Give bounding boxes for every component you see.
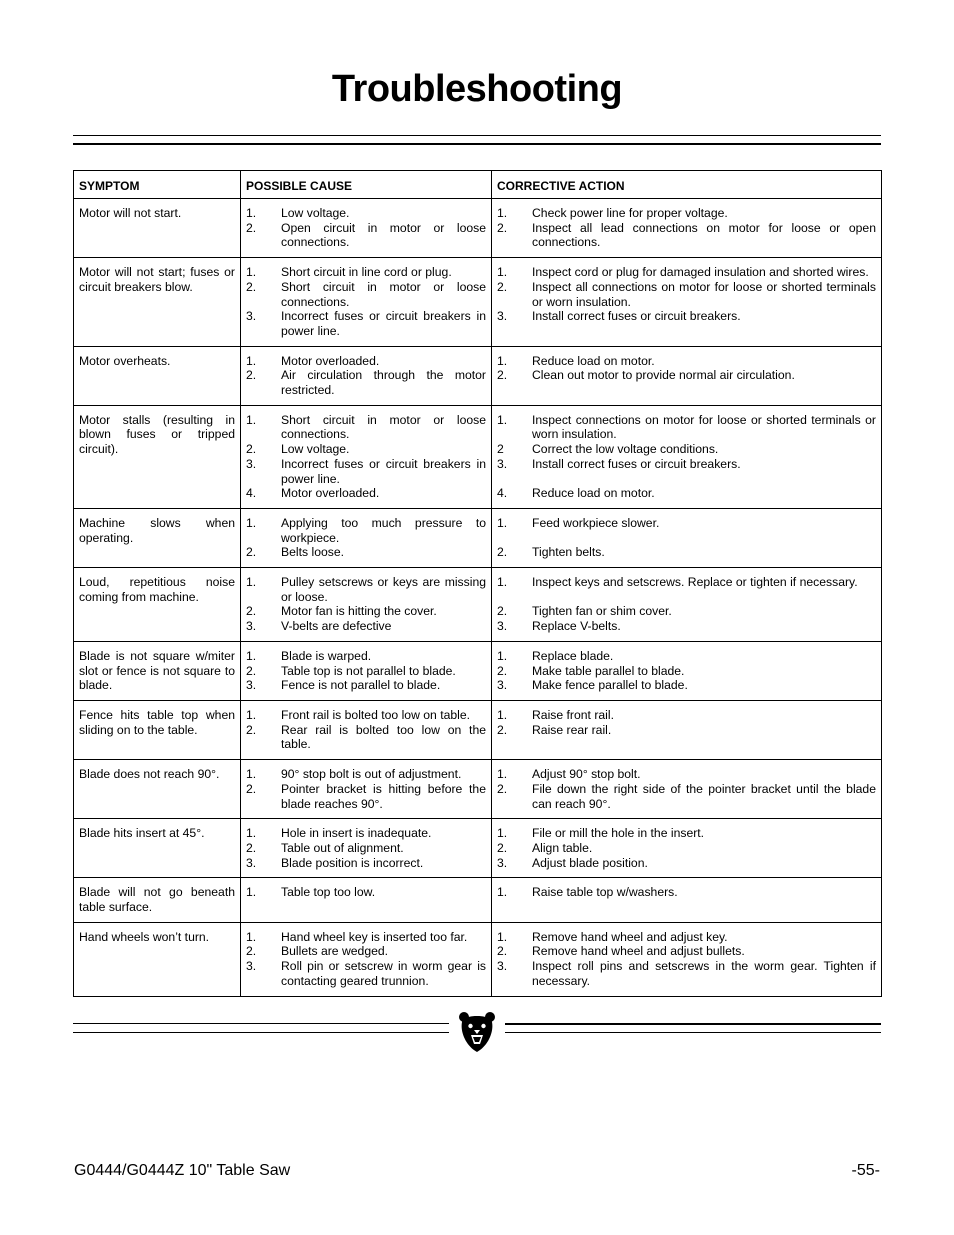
cause-item: [246, 930, 486, 945]
action-item: [497, 545, 876, 560]
item-text: Tighten belts.: [532, 545, 605, 560]
item-text: Inspect connections on motor for loose or shorted terminals or worn insulation.: [532, 412, 876, 442]
item-number: 3.: [246, 456, 257, 471]
item-number: 2.: [497, 944, 508, 959]
action-cell: [492, 258, 882, 347]
action-cell: [492, 346, 882, 405]
cause-item: [246, 575, 486, 604]
item-number: 1.: [497, 885, 508, 900]
action-item: [497, 221, 876, 250]
action-item: [497, 930, 876, 945]
cause-cell: [241, 258, 492, 347]
cause-list: [246, 516, 486, 560]
cause-list: [246, 413, 486, 501]
item-number: 2.: [497, 279, 508, 294]
item-text: V-belts are defective: [281, 619, 392, 634]
item-number: 1.: [246, 648, 257, 663]
cause-cell: [241, 641, 492, 700]
cause-list: [246, 575, 486, 634]
symptom-cell: Blade does not reach 90°.: [74, 760, 241, 819]
cause-item: [246, 649, 486, 664]
action-item: [497, 944, 876, 959]
item-number: 2.: [246, 442, 257, 457]
item-text: Blade position is incorrect.: [281, 855, 424, 870]
item-text: Clean out motor to provide normal air circulation.: [532, 368, 795, 383]
item-number: 2.: [246, 944, 257, 959]
item-number: 1.: [497, 515, 508, 530]
footer-rule-left-top: [73, 1023, 449, 1024]
cause-item: [246, 841, 486, 856]
item-text: Inspect keys and setscrews. Replace or tighten if necessary.: [532, 575, 858, 590]
header-corrective-action: CORRECTIVE ACTION: [492, 171, 882, 199]
item-text: Inspect roll pins and setscrews in the worm gear. Tighten if necessary.: [532, 959, 876, 988]
item-text: Short circuit in motor or loose connections.: [281, 279, 486, 309]
cause-list: [246, 265, 486, 339]
item-number: 1.: [246, 515, 257, 530]
item-number: 2.: [497, 220, 508, 235]
item-text: Align table.: [532, 840, 593, 855]
action-item: [497, 280, 876, 309]
item-number: 4.: [497, 486, 508, 501]
item-text: Make fence parallel to blade.: [532, 678, 688, 693]
item-text: Incorrect fuses or circuit breakers in power line.: [281, 309, 486, 338]
item-number: 1.: [246, 575, 257, 590]
cause-item: [246, 678, 486, 693]
item-text: Low voltage.: [281, 442, 350, 457]
cause-list: [246, 354, 486, 398]
item-number: 2.: [246, 279, 257, 294]
item-text: Replace blade.: [532, 648, 614, 663]
action-item: [497, 575, 876, 590]
cause-item: [246, 221, 486, 250]
item-text: Table out of alignment.: [281, 840, 404, 855]
item-number: 1.: [246, 707, 257, 722]
footer-model-title: G0444/G0444Z 10" Table Saw: [74, 1162, 291, 1179]
cause-list: [246, 885, 486, 900]
item-text: Motor overloaded.: [281, 353, 380, 368]
action-cell: [492, 819, 882, 878]
action-item: [497, 604, 876, 619]
item-number: 2.: [497, 545, 508, 560]
item-number: 1.: [497, 826, 508, 841]
action-cell: [492, 405, 882, 508]
item-text: Open circuit in motor or loose connections.: [281, 220, 486, 250]
item-number: 1.: [246, 265, 257, 280]
symptom-cell: Fence hits table top when sliding on to the table.: [74, 700, 241, 759]
item-text: Pointer bracket is hitting before the blade reaches 90°.: [281, 781, 486, 811]
action-item: [497, 309, 876, 324]
item-number: 2.: [246, 368, 257, 383]
item-text: Make table parallel to blade.: [532, 663, 685, 678]
cause-item: [246, 782, 486, 811]
item-text: Short circuit in motor or loose connections.: [281, 412, 486, 442]
item-text: Inspect all connections on motor for loose or shorted terminals or worn insulation.: [532, 279, 876, 309]
cause-cell: [241, 760, 492, 819]
item-number: 3.: [246, 959, 257, 974]
item-number: 3.: [246, 678, 257, 693]
action-cell: [492, 878, 882, 922]
footer-rule-right-top: [505, 1023, 881, 1025]
action-list: [497, 265, 876, 324]
cause-list: [246, 826, 486, 870]
table-row: [74, 199, 882, 258]
symptom-cell: Blade will not go beneath table surface.: [74, 878, 241, 922]
symptom-cell: Blade hits insert at 45°.: [74, 819, 241, 878]
item-text: Reduce load on motor.: [532, 486, 655, 501]
item-text: Low voltage.: [281, 206, 350, 220]
troubleshooting-table: [73, 170, 882, 997]
item-text: Remove hand wheel and adjust bullets.: [532, 944, 745, 959]
item-number: 2.: [246, 545, 257, 560]
item-number: 1.: [497, 707, 508, 722]
table-row: [74, 760, 882, 819]
symptom-cell: Loud, repetitious noise coming from machine.: [74, 568, 241, 642]
item-number: 1.: [246, 767, 257, 782]
cause-item: [246, 944, 486, 959]
item-number: 1.: [246, 353, 257, 368]
item-number: 3.: [246, 855, 257, 870]
action-item: [497, 767, 876, 782]
cause-item: [246, 723, 486, 752]
item-number: 1.: [246, 826, 257, 841]
footer-rule-left-bottom: [73, 1032, 449, 1033]
table-row: [74, 568, 882, 642]
table-row: [74, 700, 882, 759]
item-text: Tighten fan or shim cover.: [532, 604, 672, 619]
item-number: 2.: [246, 220, 257, 235]
item-text: Adjust 90° stop bolt.: [532, 767, 641, 782]
item-text: Inspect all lead connections on motor for loose or open connections.: [532, 220, 876, 250]
item-number: 1.: [497, 265, 508, 280]
item-text: Applying too much pressure to workpiece.: [281, 515, 486, 545]
item-number: 3.: [246, 619, 257, 634]
item-number: 1.: [497, 412, 508, 427]
item-text: Replace V-belts.: [532, 619, 621, 634]
title-rule-thin: [73, 135, 881, 136]
item-number: 1.: [246, 412, 257, 427]
cause-item: [246, 280, 486, 309]
table-row: [74, 819, 882, 878]
item-text: Motor fan is hitting the cover.: [281, 604, 437, 619]
title-rule-thick: [73, 143, 881, 145]
action-cell: [492, 700, 882, 759]
action-item: [497, 413, 876, 442]
item-number: 3.: [497, 855, 508, 870]
action-cell: [492, 760, 882, 819]
item-number: 2.: [246, 722, 257, 737]
cause-cell: [241, 568, 492, 642]
item-number: 3.: [497, 619, 508, 634]
cause-item: [246, 885, 486, 900]
action-item: [497, 619, 876, 634]
cause-cell: [241, 819, 492, 878]
symptom-cell: Motor will not start.: [74, 199, 241, 258]
item-number: 2.: [497, 840, 508, 855]
item-text: Reduce load on motor.: [532, 353, 655, 368]
symptom-cell: Motor will not start; fuses or circuit breakers blow.: [74, 258, 241, 347]
cause-item: [246, 619, 486, 634]
item-number: 2.: [497, 368, 508, 383]
item-number: 1.: [246, 929, 257, 944]
action-item: [497, 442, 876, 457]
cause-cell: [241, 199, 492, 258]
item-text: Motor overloaded.: [281, 486, 380, 501]
action-list: [497, 575, 876, 634]
item-number: 4.: [246, 486, 257, 501]
item-text: Hand wheel key is inserted too far.: [281, 929, 468, 944]
item-number: 1.: [497, 353, 508, 368]
cause-item: [246, 959, 486, 988]
header-symptom: SYMPTOM: [74, 171, 241, 199]
action-list: [497, 885, 876, 900]
table-row: [74, 641, 882, 700]
cause-item: [246, 516, 486, 545]
item-text: File or mill the hole in the insert.: [532, 826, 705, 841]
table-header-row: [74, 171, 882, 199]
action-item: [497, 782, 876, 811]
cause-item: [246, 856, 486, 871]
action-item: [497, 486, 876, 501]
action-item: [497, 959, 876, 988]
cause-item: [246, 354, 486, 369]
action-item: [497, 826, 876, 841]
cause-list: [246, 649, 486, 693]
item-text: Raise table top w/washers.: [532, 885, 678, 900]
action-list: [497, 413, 876, 501]
action-cell: [492, 568, 882, 642]
cause-item: [246, 368, 486, 397]
item-number: 3.: [497, 456, 508, 471]
cause-list: [246, 708, 486, 752]
item-text: Table top is not parallel to blade.: [281, 663, 456, 678]
cause-item: [246, 767, 486, 782]
item-text: Adjust blade position.: [532, 855, 648, 870]
item-number: 2.: [497, 781, 508, 796]
action-list: [497, 826, 876, 870]
item-text: Pulley setscrews or keys are missing or loose.: [281, 575, 486, 604]
item-number: 1.: [246, 885, 257, 900]
item-number: 2.: [246, 604, 257, 619]
action-item: [497, 206, 876, 221]
item-text: Roll pin or setscrew in worm gear is contacting geared trunnion.: [281, 959, 486, 988]
action-item: [497, 708, 876, 723]
action-item: [497, 841, 876, 856]
item-number: 2.: [497, 663, 508, 678]
item-number: 3.: [497, 959, 508, 974]
item-text: Rear rail is bolted too low on the table.: [281, 722, 486, 752]
item-number: 2: [497, 442, 504, 457]
action-cell: [492, 641, 882, 700]
symptom-cell: Hand wheels won’t turn.: [74, 922, 241, 996]
item-text: 90° stop bolt is out of adjustment.: [281, 767, 462, 782]
cause-cell: [241, 508, 492, 567]
item-number: 3.: [246, 309, 257, 324]
symptom-cell: Blade is not square w/miter slot or fence is not square to blade.: [74, 641, 241, 700]
table-row: [74, 922, 882, 996]
table-row: [74, 258, 882, 347]
action-cell: [492, 922, 882, 996]
item-number: 2.: [497, 722, 508, 737]
action-list: [497, 354, 876, 383]
item-text: Blade is warped.: [281, 648, 372, 663]
item-text: Fence is not parallel to blade.: [281, 678, 441, 693]
table-row: [74, 878, 882, 922]
item-number: 2.: [246, 663, 257, 678]
item-text: Front rail is bolted too low on table.: [281, 707, 471, 722]
table-row: [74, 508, 882, 567]
action-cell: [492, 508, 882, 567]
table-row: [74, 405, 882, 508]
item-text: Install correct fuses or circuit breakers.: [532, 456, 741, 471]
table-row: [74, 346, 882, 405]
cause-item: [246, 708, 486, 723]
item-text: Remove hand wheel and adjust key.: [532, 929, 728, 944]
action-item: [497, 856, 876, 871]
header-possible-cause: POSSIBLE CAUSE: [241, 171, 492, 199]
footer-rule-right-bottom: [505, 1032, 881, 1033]
item-text: Correct the low voltage conditions.: [532, 442, 719, 457]
cause-item: [246, 604, 486, 619]
action-list: [497, 708, 876, 737]
cause-item: [246, 457, 486, 486]
cause-list: [246, 930, 486, 989]
item-text: Raise front rail.: [532, 707, 614, 722]
item-text: Feed workpiece slower.: [532, 515, 660, 530]
symptom-cell: Motor overheats.: [74, 346, 241, 405]
symptom-cell: Machine slows when operating.: [74, 508, 241, 567]
bear-head-icon: [458, 1010, 496, 1054]
cause-cell: [241, 700, 492, 759]
footer-page-number: -55-: [851, 1162, 880, 1179]
action-list: [497, 649, 876, 693]
item-text: Bullets are wedged.: [281, 944, 389, 959]
table-body: [74, 199, 882, 997]
cause-cell: [241, 405, 492, 508]
item-text: Check power line for proper voltage.: [532, 206, 728, 220]
action-list: [497, 930, 876, 989]
action-cell: [492, 199, 882, 258]
page-title: Troubleshooting: [331, 68, 623, 110]
cause-item: [246, 206, 486, 221]
action-item: [497, 516, 876, 531]
action-list: [497, 206, 876, 250]
action-item: [497, 664, 876, 679]
item-number: 3.: [497, 309, 508, 324]
item-text: Raise rear rail.: [532, 722, 612, 737]
item-text: File down the right side of the pointer bracket until the blade can reach 90°.: [532, 781, 876, 811]
item-text: Install correct fuses or circuit breakers.: [532, 309, 741, 324]
action-item: [497, 885, 876, 900]
cause-item: [246, 826, 486, 841]
action-item: [497, 368, 876, 383]
item-text: Air circulation through the motor restricted.: [281, 368, 486, 398]
cause-item: [246, 664, 486, 679]
cause-item: [246, 413, 486, 442]
item-number: 1.: [497, 767, 508, 782]
item-text: Hole in insert is inadequate.: [281, 826, 432, 841]
item-number: 1.: [497, 206, 508, 220]
item-number: 2.: [497, 604, 508, 619]
action-item: [497, 265, 876, 280]
cause-cell: [241, 922, 492, 996]
cause-item: [246, 309, 486, 338]
item-number: 2.: [246, 840, 257, 855]
cause-list: [246, 767, 486, 811]
action-item: [497, 457, 876, 472]
cause-item: [246, 442, 486, 457]
cause-item: [246, 486, 486, 501]
item-number: 2.: [246, 781, 257, 796]
item-number: 1.: [497, 575, 508, 590]
cause-cell: [241, 346, 492, 405]
action-list: [497, 767, 876, 811]
action-item: [497, 678, 876, 693]
cause-cell: [241, 878, 492, 922]
action-item: [497, 649, 876, 664]
cause-list: [246, 206, 486, 250]
action-item: [497, 354, 876, 369]
item-number: 1.: [497, 929, 508, 944]
item-number: 3.: [497, 678, 508, 693]
action-item: [497, 723, 876, 738]
item-text: Incorrect fuses or circuit breakers in power line.: [281, 456, 486, 486]
item-number: 1.: [497, 648, 508, 663]
symptom-cell: Motor stalls (resulting in blown fuses or tripped circuit).: [74, 405, 241, 508]
item-number: 1.: [246, 206, 257, 220]
item-text: Short circuit in line cord or plug.: [281, 265, 452, 280]
cause-item: [246, 265, 486, 280]
item-text: Table top too low.: [281, 885, 376, 900]
action-list: [497, 516, 876, 560]
cause-item: [246, 545, 486, 560]
item-text: Belts loose.: [281, 545, 345, 560]
item-text: Inspect cord or plug for damaged insulation and shorted wires.: [532, 265, 869, 280]
